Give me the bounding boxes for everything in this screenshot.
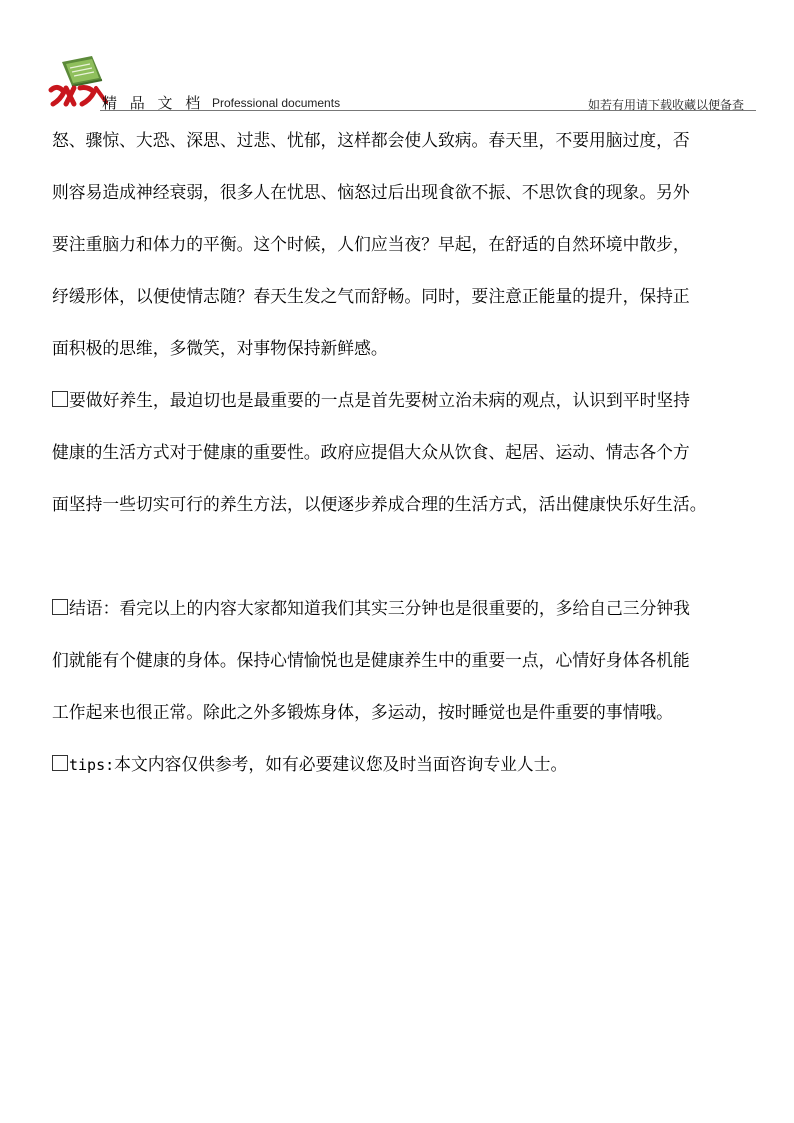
page-header — [48, 54, 756, 112]
paragraph-text: 要做好养生，最迫切也是最重要的一点是首先要树立治未病的观点，认识到平时坚持 — [69, 390, 690, 410]
paragraph-line — [52, 745, 770, 797]
paragraph-line — [52, 381, 770, 433]
paragraph-line — [52, 589, 770, 641]
paragraph-line: 要注重脑力和体力的平衡。这个时候，人们应当夜？早起，在舒适的自然环境中散步， — [52, 234, 690, 254]
square-bullet-icon — [52, 599, 68, 615]
paragraph-text: 本文内容仅供参考，如有必要建议您及时当面咨询专业人士。 — [114, 754, 568, 774]
header-title: 精 品 文 档 — [102, 94, 205, 112]
paragraph-line: 工作起来也很正常。除此之外多锻炼身体，多运动，按时睡觉也是件重要的事情哦。 — [52, 702, 673, 722]
book-logo-icon — [48, 54, 110, 108]
header-divider — [100, 110, 756, 111]
paragraph-line: 则容易造成神经衰弱，很多人在忧思、恼怒过后出现食欲不振、不思饮食的现象。另外 — [52, 182, 690, 202]
header-subtitle: Professional documents — [212, 96, 341, 110]
paragraph-line: 面坚持一些切实可行的养生方法，以便逐步养成合理的生活方式，活出健康快乐好生活。 — [52, 494, 707, 514]
document-body — [52, 121, 770, 797]
paragraph-line: 纾缓形体，以便使情志随？春天生发之气而舒畅。同时，要注意正能量的提升，保持正 — [52, 286, 690, 306]
square-bullet-icon — [52, 391, 68, 407]
paragraph-line: 们就能有个健康的身体。保持心情愉悦也是健康养生中的重要一点，心情好身体各机能 — [52, 650, 690, 670]
paragraph-line: 怒、骤惊、大恐、深思、过悲、忧郁，这样都会使人致病。春天里，不要用脑过度，否 — [52, 130, 690, 150]
paragraph-line: 面积极的思维，多微笑，对事物保持新鲜感。 — [52, 338, 388, 358]
blank-line — [52, 537, 770, 589]
paragraph-text: 结语：看完以上的内容大家都知道我们其实三分钟也是很重要的，多给自己三分钟我 — [69, 598, 690, 618]
square-bullet-icon — [52, 755, 68, 771]
header-note: 如若有用请下载收藏以便备查 — [587, 98, 744, 112]
tips-label: tips: — [69, 756, 115, 774]
paragraph-line: 健康的生活方式对于健康的重要性。政府应提倡大众从饮食、起居、运动、情志各个方 — [52, 442, 690, 462]
